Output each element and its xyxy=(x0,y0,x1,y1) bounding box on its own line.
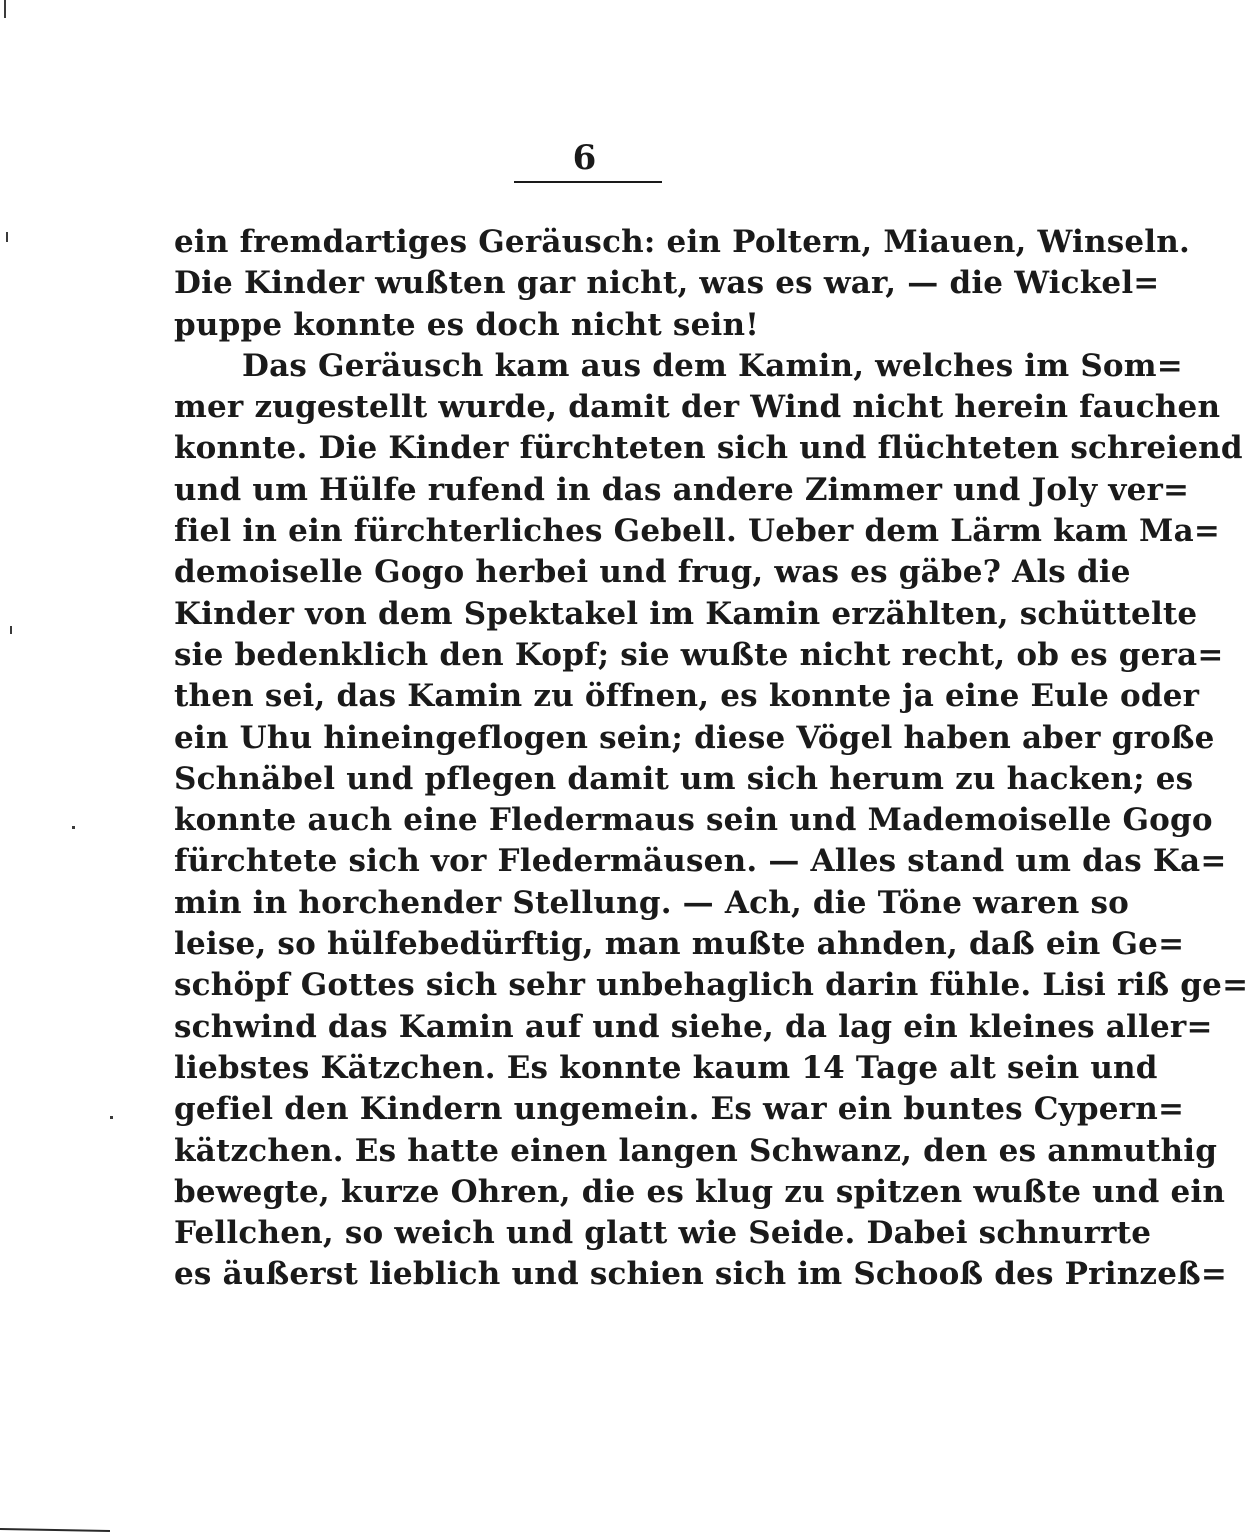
text-line: kätzchen. Es hatte einen langen Schwanz, den es anmuthig xyxy=(174,1132,1218,1169)
text-line: fürchtete sich vor Fledermäusen. — Alles stand um das Ka= xyxy=(174,843,1227,880)
text-line: schwind das Kamin auf und siehe, da lag ein kleines aller= xyxy=(174,1008,1213,1045)
text-line: ein fremdartiges Geräusch: ein Poltern, Miauen, Winseln. xyxy=(174,224,1191,260)
text-line: Schnäbel und pflegen damit um sich herum zu hacken; es xyxy=(174,760,1194,797)
text-line: min in horchender Stellung. — Ach, die Töne waren so xyxy=(174,884,1130,921)
text-line: es äußerst lieblich und schien sich im Schooß des Prinzeß= xyxy=(174,1256,1228,1293)
text-line: bewegte, kurze Ohren, die es klug zu spitzen wußte und ein xyxy=(174,1173,1226,1210)
text-line: puppe konnte es doch nicht sein! xyxy=(174,306,760,343)
text-line: konnte auch eine Fledermaus sein und Mademoiselle Gogo xyxy=(174,802,1213,839)
text-line: Die Kinder wußten gar nicht, was es war, — die Wickel= xyxy=(174,265,1160,302)
scan-artifact-mark xyxy=(72,826,75,829)
scan-artifact-mark xyxy=(10,626,12,634)
text-line: fiel in ein fürchterliches Gebell. Ueber dem Lärm kam Ma= xyxy=(174,513,1221,550)
scan-artifact-rule xyxy=(0,1528,110,1532)
text-line: gefiel den Kindern ungemein. Es war ein buntes Cypern= xyxy=(174,1091,1185,1128)
body-text xyxy=(174,222,1248,1296)
text-line: konnte. Die Kinder fürchteten sich und flüchteten schreiend xyxy=(174,430,1243,467)
scan-artifact-mark xyxy=(4,0,6,18)
text-line: demoiselle Gogo herbei und frug, was es gäbe? Als die xyxy=(174,554,1131,591)
text-line: Fellchen, so weich und glatt wie Seide. Dabei schnurrte xyxy=(174,1215,1152,1252)
scan-artifact-mark xyxy=(6,232,8,242)
page-number: 6 xyxy=(572,138,598,178)
text-line: ein Uhu hineingeflogen sein; diese Vögel haben aber große xyxy=(174,719,1215,756)
text-line: leise, so hülfebedürftig, man mußte ahnden, daß ein Ge= xyxy=(174,926,1185,963)
text-line: sie bedenklich den Kopf; sie wußte nicht recht, ob es gera= xyxy=(174,636,1224,673)
text-line: und um Hülfe rufend in das andere Zimmer und Joly ver= xyxy=(174,471,1190,508)
text-line: Das Geräusch kam aus dem Kamin, welches im Som= xyxy=(242,347,1183,384)
text-line: mer zugestellt wurde, damit der Wind nicht herein fauchen xyxy=(174,389,1221,426)
text-line: liebstes Kätzchen. Es konnte kaum 14 Tage alt sein und xyxy=(174,1049,1158,1086)
header-rule xyxy=(514,181,662,183)
text-line: then sei, das Kamin zu öffnen, es konnte ja eine Eule oder xyxy=(174,678,1200,715)
text-line: schöpf Gottes sich sehr unbehaglich darin fühle. Lisi riß ge= xyxy=(174,967,1248,1004)
scan-artifact-mark xyxy=(110,1116,113,1119)
text-line: Kinder von dem Spektakel im Kamin erzählten, schüttelte xyxy=(174,595,1198,632)
